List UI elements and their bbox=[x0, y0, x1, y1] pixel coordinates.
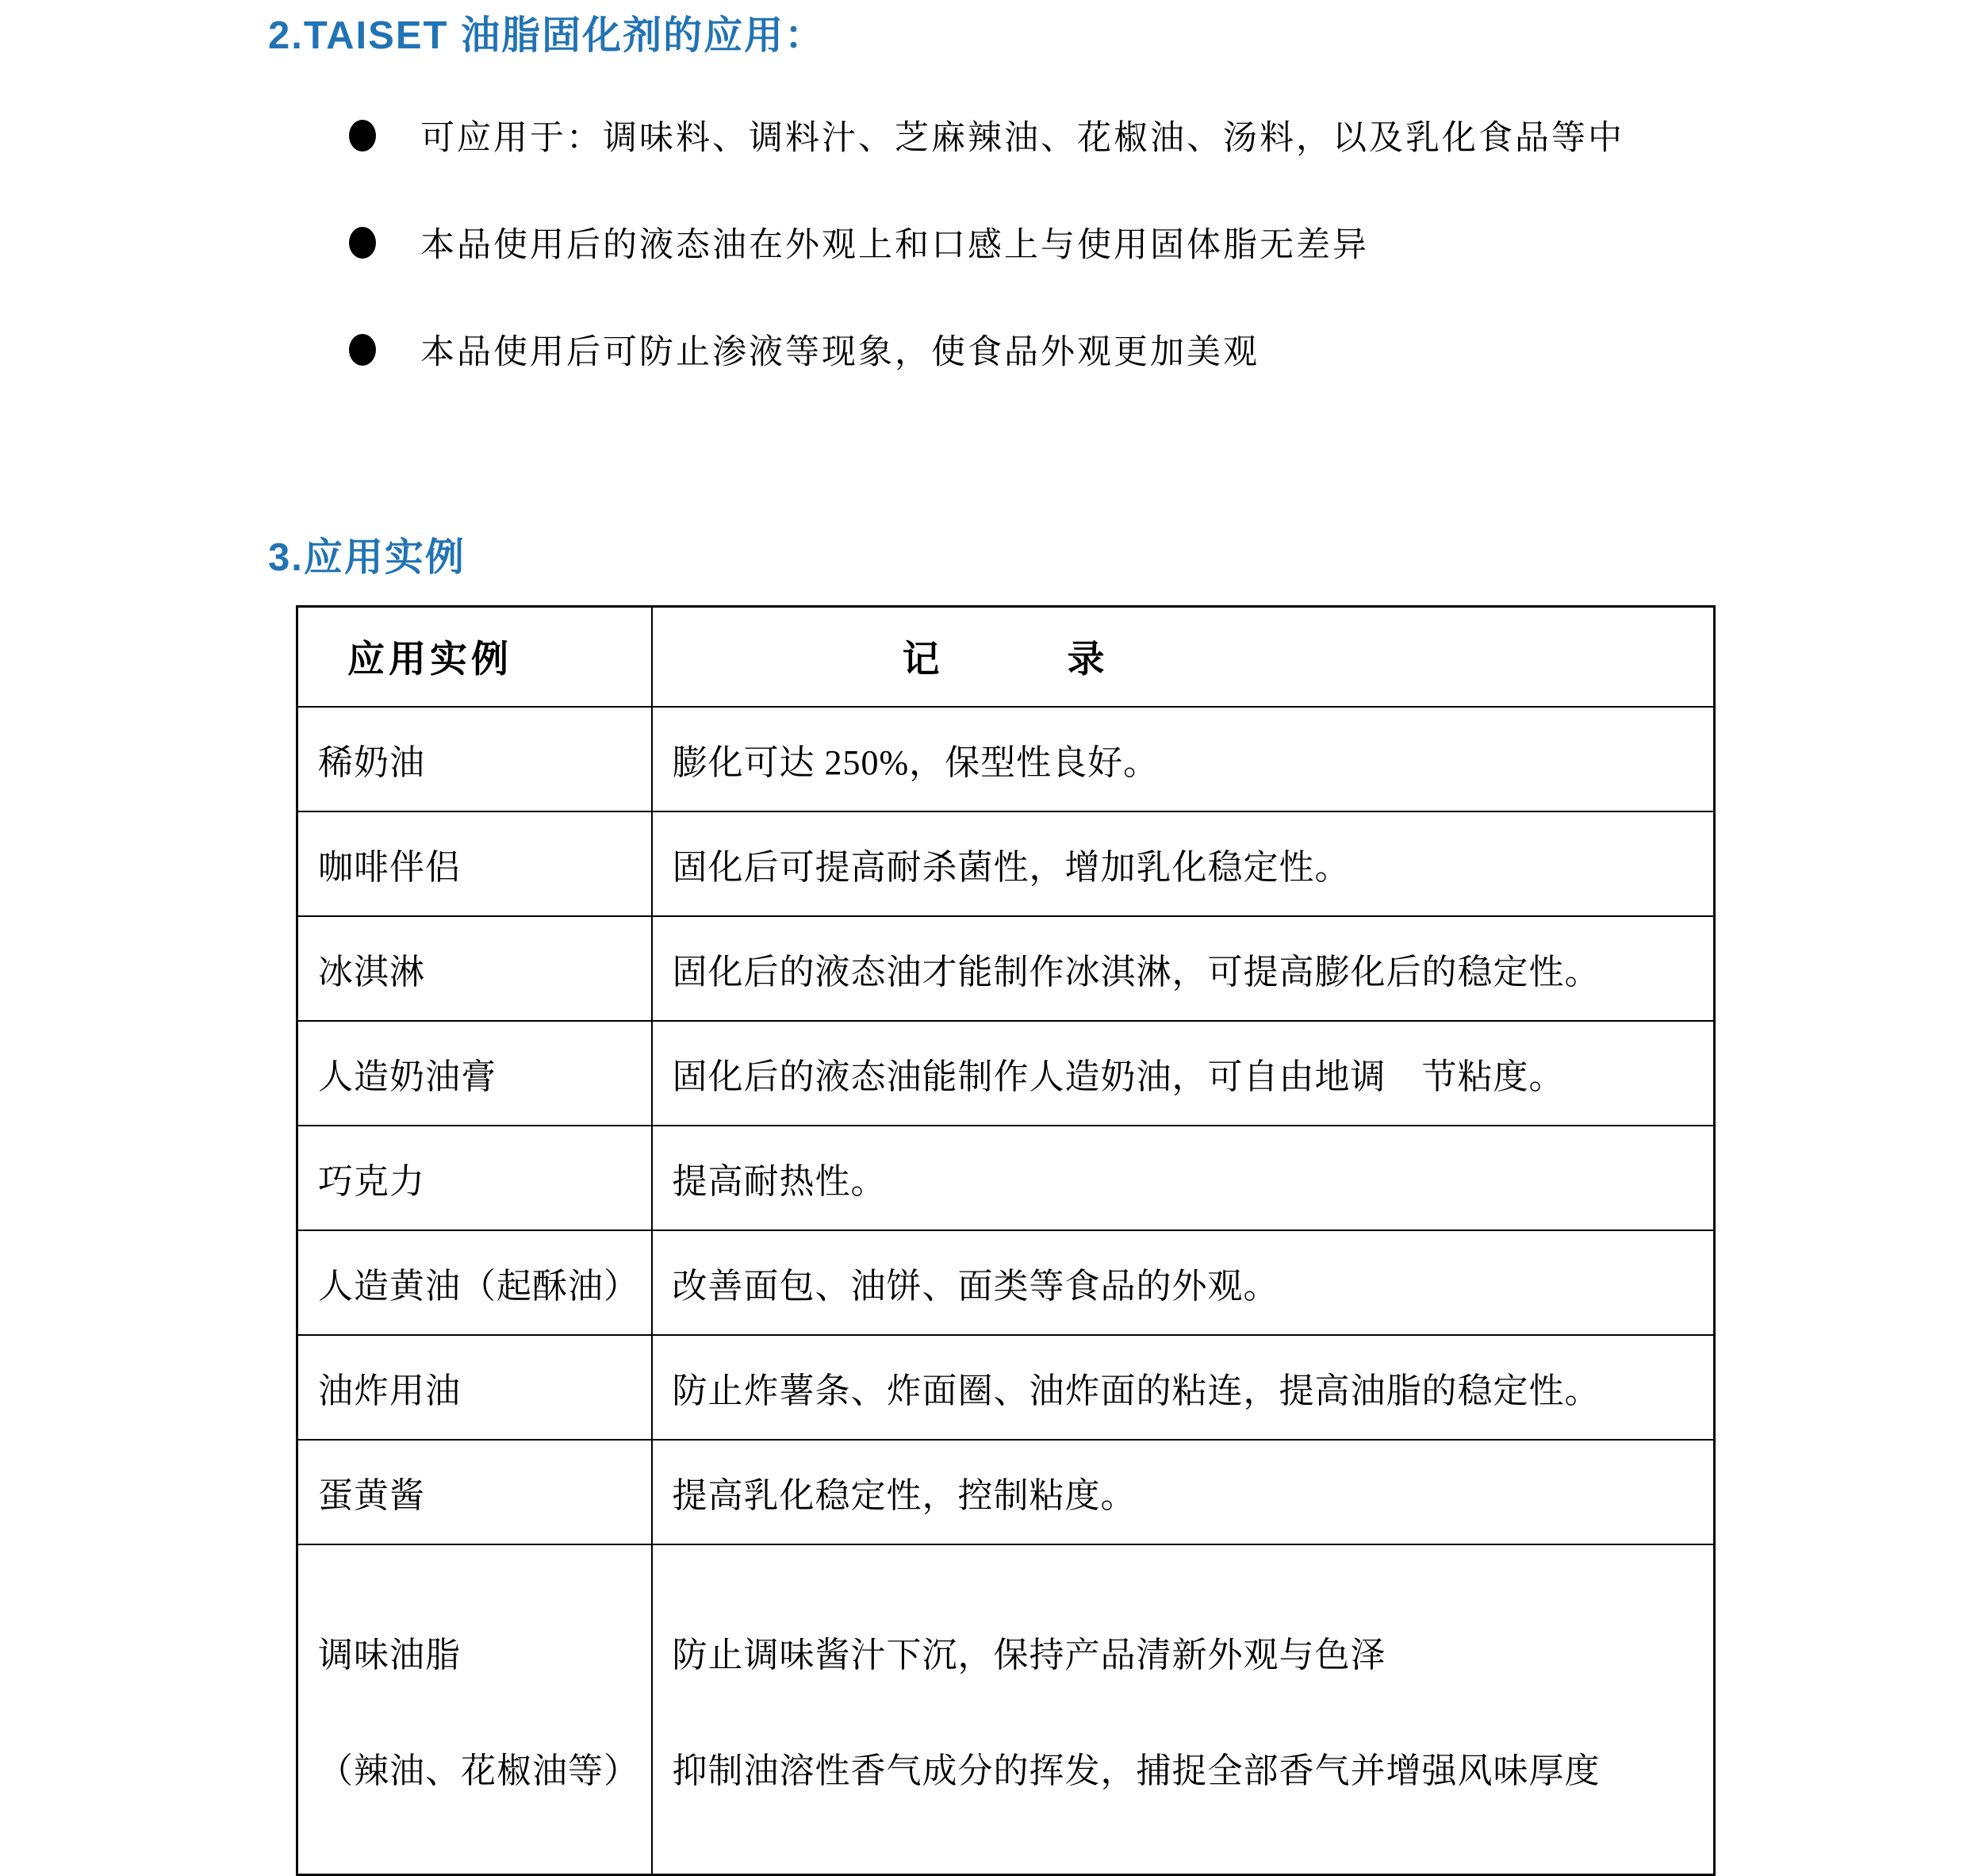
table-row bbox=[297, 1021, 1715, 1126]
table-row bbox=[297, 1126, 1715, 1230]
cell-record-line2: 抑制油溶性香气成分的挥发，捕捉全部香气并增强风味厚度 bbox=[672, 1751, 1601, 1790]
table-row bbox=[297, 916, 1715, 1021]
cell-example: 人造奶油膏 bbox=[297, 1021, 652, 1126]
cell-example: 咖啡伴侣 bbox=[297, 811, 652, 916]
cell-record: 固化后的液态油才能制作冰淇淋，可提高膨化后的稳定性。 bbox=[652, 916, 1715, 1021]
bullet-text: 本品使用后的液态油在外观上和口感上与使用固体脂无差异 bbox=[420, 227, 1369, 264]
section-heading-examples: 3.应用实例 bbox=[268, 536, 466, 579]
table-row bbox=[297, 707, 1715, 811]
application-examples-table bbox=[296, 605, 1716, 1876]
cell-example-line1: 调味油脂 bbox=[318, 1635, 461, 1675]
cell-example: 人造黄油（起酥油） bbox=[297, 1230, 652, 1335]
bullet-icon bbox=[349, 334, 376, 366]
table-header-row bbox=[297, 607, 1715, 707]
table-row bbox=[297, 1544, 1715, 1875]
table-row bbox=[297, 1335, 1715, 1440]
bullet-text: 可应用于：调味料、调料汁、芝麻辣油、花椒油、汤料，以及乳化食品等中 bbox=[420, 120, 1624, 157]
cell-example: 巧克力 bbox=[297, 1126, 652, 1230]
table-row bbox=[297, 1440, 1715, 1544]
cell-example-line2: （辣油、花椒油等） bbox=[318, 1751, 639, 1790]
cell-record: 提高乳化稳定性，控制粘度。 bbox=[652, 1440, 1715, 1544]
bullet-text: 本品使用后可防止渗液等现象，使食品外观更加美观 bbox=[420, 334, 1260, 371]
cell-record bbox=[652, 1544, 1715, 1875]
list-item bbox=[349, 111, 1624, 159]
cell-example: 油炸用油 bbox=[297, 1335, 652, 1440]
cell-example: 稀奶油 bbox=[297, 707, 652, 811]
table-row bbox=[297, 811, 1715, 916]
bullet-icon bbox=[349, 120, 376, 152]
table-row bbox=[297, 1230, 1715, 1335]
cell-example: 冰淇淋 bbox=[297, 916, 652, 1021]
cell-record: 固化后的液态油能制作人造奶油，可自由地调 节粘度。 bbox=[652, 1021, 1715, 1126]
bullet-icon bbox=[349, 227, 376, 259]
cell-record: 固化后可提高耐杀菌性，增加乳化稳定性。 bbox=[652, 811, 1715, 916]
cell-record: 防止炸薯条、炸面圈、油炸面的粘连，提高油脂的稳定性。 bbox=[652, 1335, 1715, 1440]
cell-record: 提高耐热性。 bbox=[652, 1126, 1715, 1230]
list-item bbox=[349, 218, 1369, 267]
list-item bbox=[349, 325, 1260, 374]
cell-record: 改善面包、油饼、面类等食品的外观。 bbox=[652, 1230, 1715, 1335]
section-heading-applications: 2.TAISET 油脂固化剂的应用： bbox=[268, 14, 826, 57]
column-header-record: 记 录 bbox=[652, 607, 1715, 707]
cell-example bbox=[297, 1544, 652, 1875]
cell-example: 蛋黄酱 bbox=[297, 1440, 652, 1544]
column-header-example: 应用实例 bbox=[297, 607, 652, 707]
cell-record-line1: 防止调味酱汁下沉，保持产品清新外观与色泽 bbox=[672, 1635, 1386, 1675]
cell-record: 膨化可达 250%，保型性良好。 bbox=[652, 707, 1715, 811]
